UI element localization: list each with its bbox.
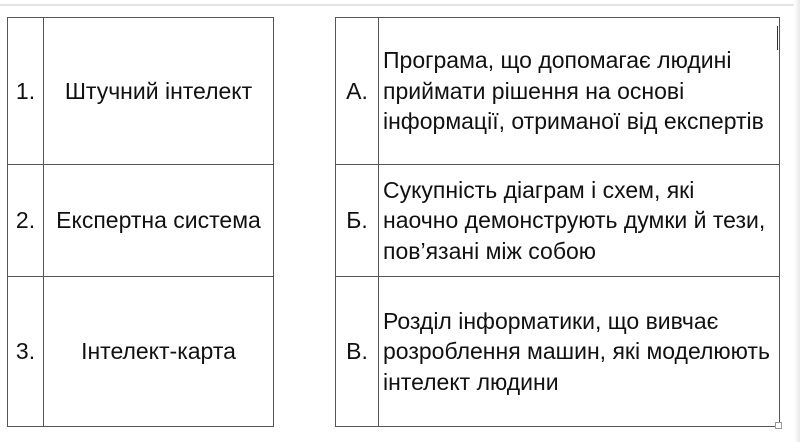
definitions-row-2 <box>336 165 780 277</box>
definition-letter-3: В. <box>336 277 379 427</box>
terms-row-3 <box>8 277 274 427</box>
definitions-row-1 <box>336 18 780 165</box>
term-number-1: 1. <box>8 18 44 165</box>
terms-row-2 <box>8 165 274 277</box>
term-number-2: 2. <box>8 165 44 277</box>
definitions-row-3 <box>336 277 780 427</box>
term-text-3: Інтелект-карта <box>44 277 274 427</box>
text-cursor <box>777 26 778 50</box>
page-right-shadow <box>794 0 800 442</box>
term-text-2: Експертна система <box>44 165 274 277</box>
definition-text-3: Розділ інформатики, що вивчає розроблення машин, які моделюють інтелект людини <box>379 277 780 427</box>
definition-text-1: Програма, що допомагає людині приймати рішення на основі інформації, отриманої від експертів <box>379 18 780 165</box>
definition-text-2: Сукупність діаграм і схем, які наочно демонструють думки й тези, пов’язані між собою <box>379 165 780 277</box>
term-text-1: Штучний інтелект <box>44 18 274 165</box>
definition-letter-1: А. <box>336 18 379 165</box>
definitions-table <box>335 17 780 427</box>
page-top-edge <box>0 4 800 6</box>
terms-row-1 <box>8 18 274 165</box>
table-resize-handle[interactable] <box>775 422 782 429</box>
definition-letter-2: Б. <box>336 165 379 277</box>
term-number-3: 3. <box>8 277 44 427</box>
terms-table <box>7 17 274 427</box>
